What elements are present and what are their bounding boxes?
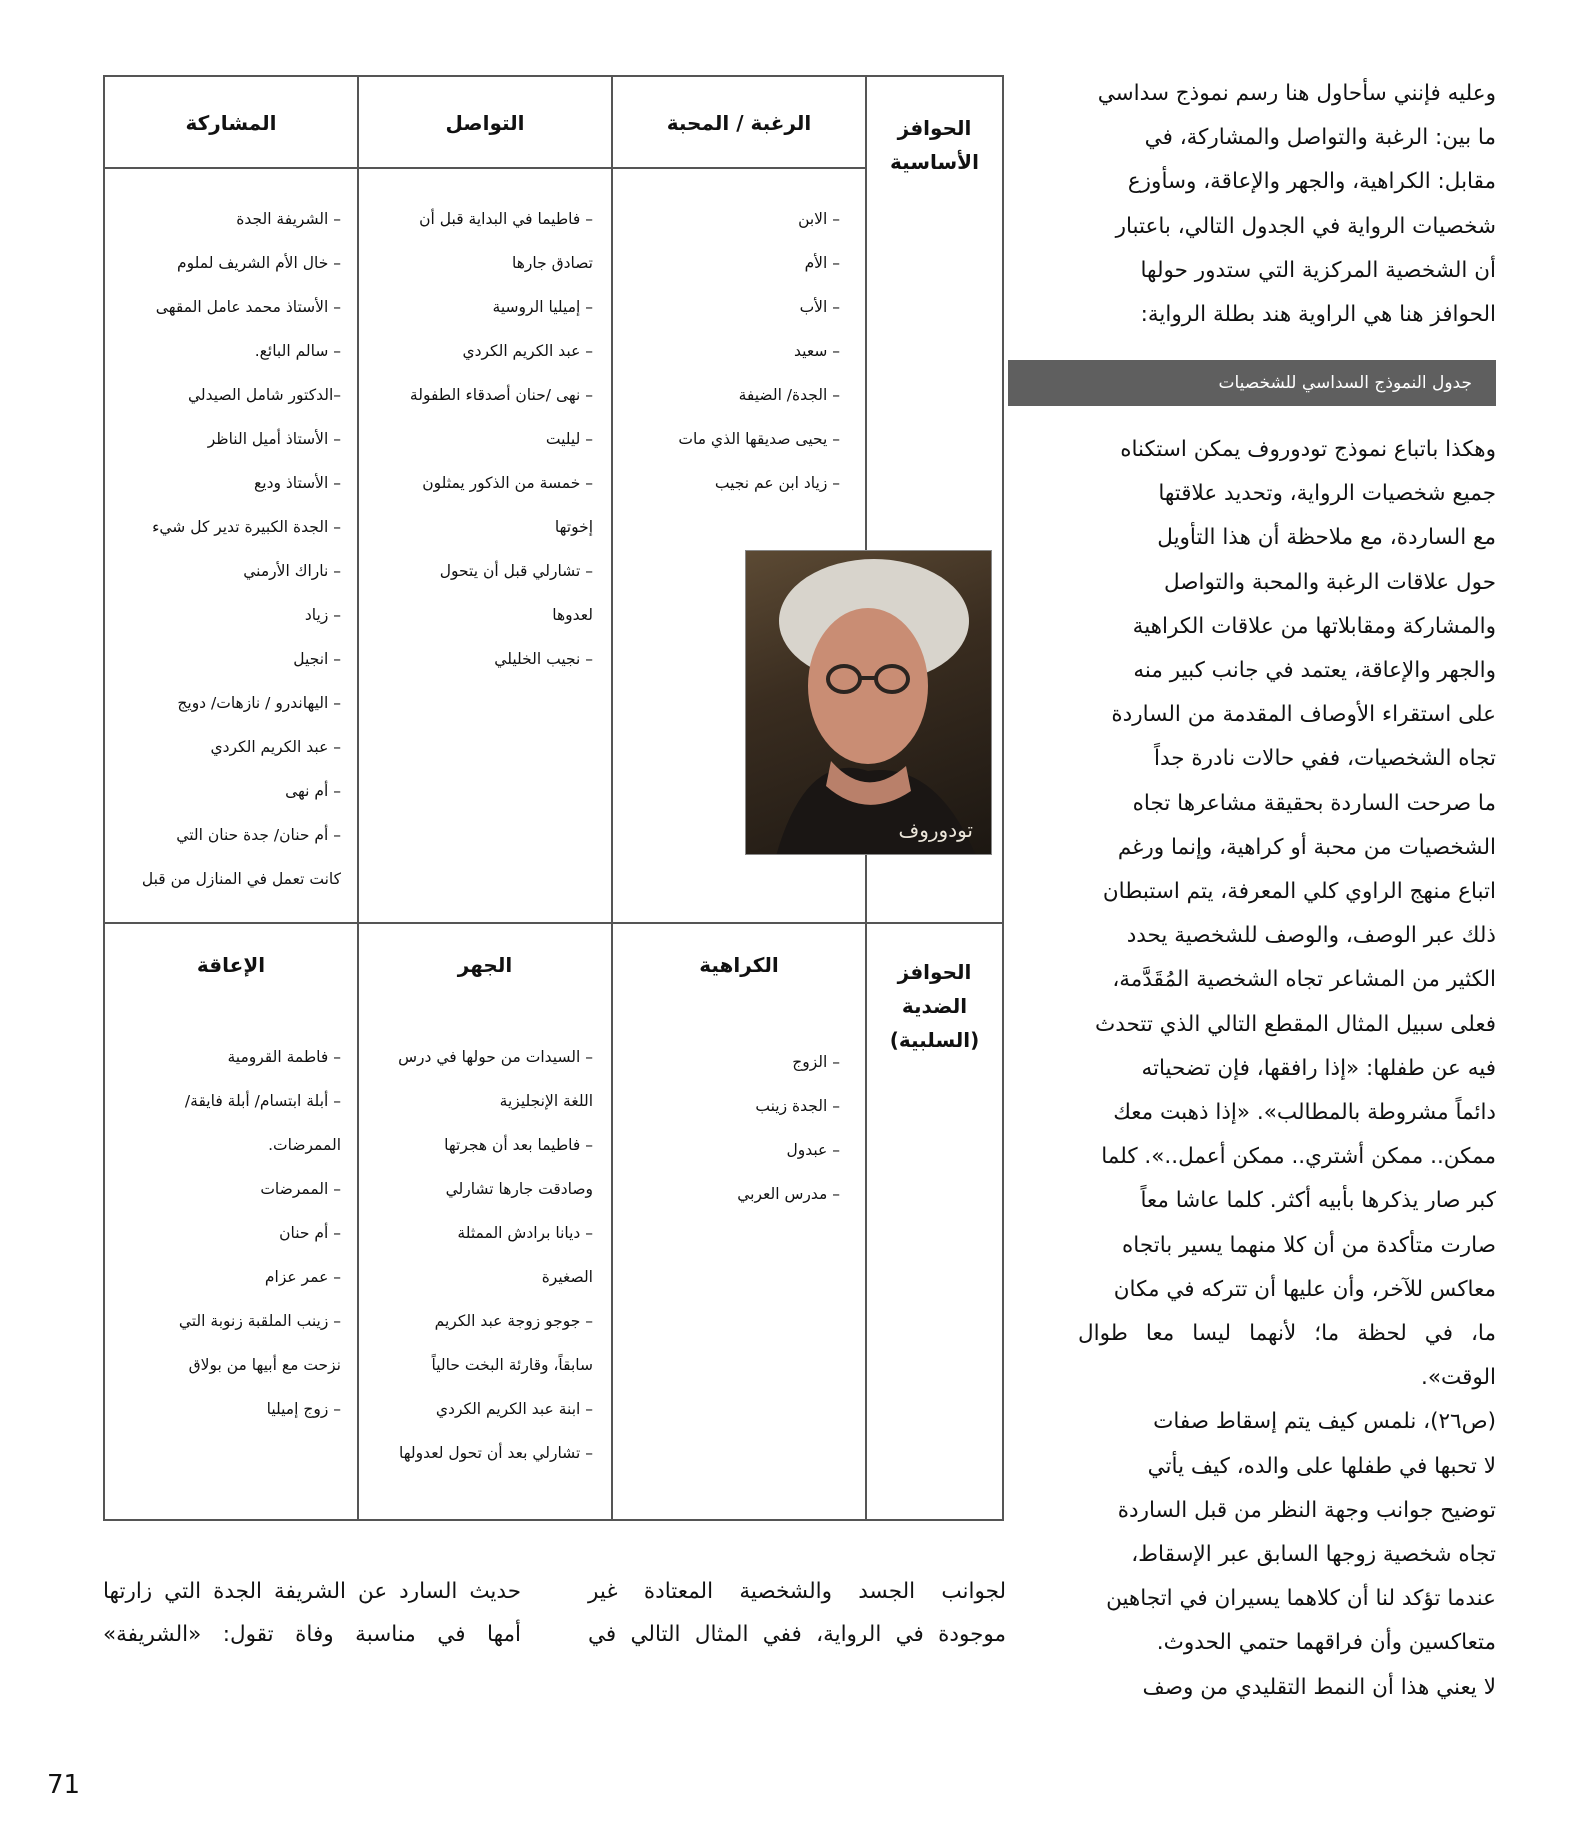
list-item: – تشارلي قبل أن يتحول: [439, 562, 593, 580]
list-item: – مدرس العربي: [737, 1185, 840, 1203]
list-item: تصادق جارها: [511, 254, 593, 272]
header-participation: المشاركة: [185, 111, 277, 135]
header-communication: التواصل: [445, 111, 525, 135]
text-line: حديث السارد عن الشريفة الجدة التي زارتها: [103, 1579, 521, 1604]
text-line: موجودة في الرواية، ففي المثال التالي في: [588, 1622, 1006, 1647]
list-item: – انجيل: [293, 650, 341, 668]
text-line: تجاه شخصية زوجها السابق عبر الإسقاط،: [1131, 1542, 1496, 1568]
list-item: – نجيب الخليلي: [494, 650, 593, 668]
list-item: – فاطمة القرومية: [227, 1048, 341, 1066]
cell-hatred: [635, 1040, 840, 1216]
list-item: – عبد الكريم الكردي: [210, 738, 341, 756]
text-line: عندما تؤكد لنا أن كلاهما يسيران في اتجاهين: [1106, 1586, 1496, 1612]
list-item: – السيدات من حولها في درس: [398, 1048, 593, 1066]
list-item: الممرضات.: [268, 1136, 341, 1154]
text-line: (ص٢٦)، نلمس كيف يتم إسقاط صفات: [1153, 1409, 1496, 1435]
list-item: – عمر عزام: [264, 1268, 341, 1286]
portrait-photo: [745, 550, 992, 855]
text-line: متعاكسين وأن فراقهما حتمي الحدوث.: [1156, 1630, 1496, 1656]
list-item: – أبلة ابتسام/ أبلة فايقة/: [184, 1092, 341, 1110]
list-item: – الزوج: [792, 1053, 840, 1071]
list-item: – زينب الملقبة زنوبة التي: [178, 1312, 341, 1330]
list-item: الصغيرة: [541, 1268, 593, 1286]
list-item: – الممرضات: [260, 1180, 341, 1198]
table-divider: [357, 77, 359, 1519]
row-head-basic: الحوافز الأساسية: [890, 116, 979, 174]
cell-desire: [635, 197, 840, 505]
list-item: – نهى /حنان أصدقاء الطفولة: [409, 386, 593, 404]
text-line: والجهر والإعاقة، يعتمد في جانب كبير منه: [1133, 658, 1496, 684]
table-caption: جدول النموذج السداسي للشخصيات: [1008, 360, 1496, 406]
cell-publicity: [375, 1035, 593, 1475]
text-line: توضيح جوانب وجهة النظر من قبل الساردة: [1117, 1497, 1496, 1523]
cell-participation: [123, 197, 341, 901]
text-line: وهكذا باتباع نموذج تودوروف يمكن استكناه: [1120, 437, 1496, 462]
list-item: – ابنة عبد الكريم الكردي: [435, 1400, 593, 1418]
bottom-left-paragraph: [103, 1570, 521, 1656]
list-item: – ليليت: [545, 430, 593, 448]
row-head-negative: الحوافز الضدية (السلبية): [889, 960, 980, 1052]
body-paragraph: [1078, 428, 1496, 1710]
table-divider: [105, 922, 1002, 924]
list-item: – الجدة زينب: [755, 1097, 840, 1115]
header-publicity: الجهر: [457, 953, 513, 977]
page-number: 71: [47, 1770, 81, 1800]
text-line: تجاه الشخصيات، ففي حالات نادرة جداً: [1153, 746, 1496, 772]
list-item: – سعيد: [794, 342, 840, 360]
list-item: – الجدة/ الضيفة: [738, 386, 840, 404]
portrait-illustration: [746, 551, 992, 855]
list-item: – أم نهى: [285, 782, 341, 800]
text-line: كبر صار يذكرها بأبيه أكثر. كلما عاشا معاً: [1140, 1188, 1496, 1214]
list-item: – زوج إميليا: [266, 1400, 341, 1418]
text-line: الحوافز هنا هي الراوية هند بطلة الرواية:: [1140, 302, 1496, 328]
table-divider: [105, 167, 865, 169]
list-item: وصادقت جارها تشارلي: [445, 1180, 593, 1198]
text-line: ممكن.. ممكن أشتري.. ممكن أعمل..». كلما: [1101, 1144, 1496, 1170]
list-item: – الجدة الكبيرة تدير كل شيء: [152, 518, 341, 536]
list-item: اللغة الإنجليزية: [499, 1092, 593, 1110]
text-line: أن الشخصية المركزية التي ستدور حولها: [1140, 257, 1496, 283]
list-item: – عبد الكريم الكردي: [462, 342, 593, 360]
list-item: –الدكتور شامل الصيدلي: [188, 386, 341, 404]
list-item: إخوتها: [554, 518, 593, 536]
text-line: صارت متأكدة من أن كلا منهما يسير باتجاه: [1122, 1232, 1496, 1258]
text-line: فيه عن طفلها: «إذا رافقها، فإن تضحياته: [1141, 1055, 1496, 1081]
text-line: لا تحبها في طفلها على والده، كيف يأتي: [1147, 1453, 1496, 1479]
list-item: – الأستاذ محمد عامل المقهى: [155, 298, 341, 316]
text-line: مقابل: الكراهية، والجهر والإعاقة، وسأوزع: [1127, 169, 1496, 195]
list-item: لعدوها: [552, 606, 593, 624]
list-item: – ناراك الأرمني: [243, 562, 341, 580]
text-line: مع الساردة، مع ملاحظة أن هذا التأويل: [1157, 525, 1496, 551]
text-line: فعلى سبيل المثال المقطع التالي الذي تتحدث: [1094, 1011, 1496, 1037]
list-item: – عبدول: [786, 1141, 840, 1159]
list-item: – الشريفة الجدة: [236, 210, 341, 228]
cell-obstruction: [123, 1035, 341, 1431]
list-item: – جوجو زوجة عبد الكريم: [434, 1312, 593, 1330]
list-item: – الأستاذ أميل الناظر: [207, 430, 341, 448]
list-item: كانت تعمل في المنازل من قبل: [141, 870, 341, 888]
intro-paragraph: [1078, 72, 1496, 337]
text-line: على استقراء الأوصاف المقدمة من الساردة: [1111, 702, 1496, 728]
text-line: والمشاركة ومقابلاتها من علاقات الكراهية: [1132, 613, 1496, 639]
photo-caption: تودوروف: [898, 818, 973, 842]
text-line: حول علاقات الرغبة والمحبة والتواصل: [1164, 569, 1496, 595]
text-line: معاكس للآخر، وأن عليها أن تتركه في مكان: [1113, 1276, 1496, 1302]
text-line: ذلك عبر الوصف، والوصف للشخصية يحدد: [1126, 923, 1496, 949]
list-item: سابقاً، وقارئة البخت حالياً: [431, 1356, 593, 1374]
table-divider: [611, 77, 613, 1519]
text-line: لا يعني هذا أن النمط التقليدي من وصف: [1142, 1674, 1496, 1700]
list-item: نزحت مع أبيها من بولاق: [188, 1356, 341, 1374]
list-item: – فاطيما بعد أن هجرتها: [444, 1136, 593, 1154]
list-item: – زياد ابن عم نجيب: [714, 474, 840, 492]
list-item: – اليهاندرو / نازهات/ دويج: [177, 694, 341, 712]
text-line: وعليه فإنني سأحاول هنا رسم نموذج سداسي: [1097, 81, 1496, 106]
text-line: ما صرحت الساردة بحقيقة مشاعرها تجاه: [1132, 790, 1496, 816]
list-item: – إميليا الروسية: [492, 298, 593, 316]
list-item: – يحيى صديقها الذي مات: [678, 430, 840, 448]
list-item: – فاطيما في البداية قبل أن: [419, 210, 593, 228]
text-line: ما بين: الرغبة والتواصل والمشاركة، في: [1144, 125, 1496, 151]
list-item: – أم حنان/ جدة حنان التي: [176, 826, 341, 844]
list-item: – أم حنان: [279, 1224, 341, 1242]
list-item: – زياد: [304, 606, 341, 624]
text-line: اتباع منهج الراوي كلي المعرفة، يتم استبطان: [1102, 879, 1496, 905]
list-item: – الأستاذ وديع: [254, 474, 341, 492]
bottom-middle-paragraph: [588, 1570, 1006, 1656]
header-obstruction: الإعاقة: [196, 953, 266, 977]
list-item: – الابن: [798, 210, 840, 228]
text-line: الكثير من المشاعر تجاه الشخصية المُقَدَّمة،: [1112, 967, 1496, 993]
list-item: – سالم البائع.: [254, 342, 341, 360]
text-line: دائماً مشروطة بالمطالب». «إذا ذهبت معك: [1113, 1100, 1496, 1126]
text-line: أمها في مناسبة وفاة تقول: «الشريفة»: [103, 1622, 521, 1647]
list-item: – تشارلي بعد أن تحول لعدولها: [399, 1444, 593, 1462]
text-line: شخصيات الرواية في الجدول التالي، باعتبار: [1115, 213, 1496, 239]
text-line: لجوانب الجسد والشخصية المعتادة غير: [588, 1579, 1006, 1604]
header-hatred: الكراهية: [699, 953, 779, 977]
text-line: الشخصيات من محبة أو كراهية، وإنما ورغم: [1117, 834, 1496, 860]
list-item: – ديانا برادش الممثلة: [457, 1224, 593, 1242]
list-item: – خمسة من الذكور يمثلون: [422, 474, 593, 492]
cell-communication: [375, 197, 593, 681]
list-item: – الأم: [804, 254, 840, 272]
list-item: – خال الأم الشريف لملوم: [177, 254, 341, 272]
list-item: – الأب: [799, 298, 840, 316]
text-line: جميع شخصيات الرواية، وتحديد علاقتها: [1158, 481, 1496, 507]
header-desire: الرغبة / المحبة: [666, 111, 812, 135]
text-line: ما، في لحظة ما؛ لأنهما ليسا معا طوال الوقت».: [1078, 1321, 1496, 1391]
